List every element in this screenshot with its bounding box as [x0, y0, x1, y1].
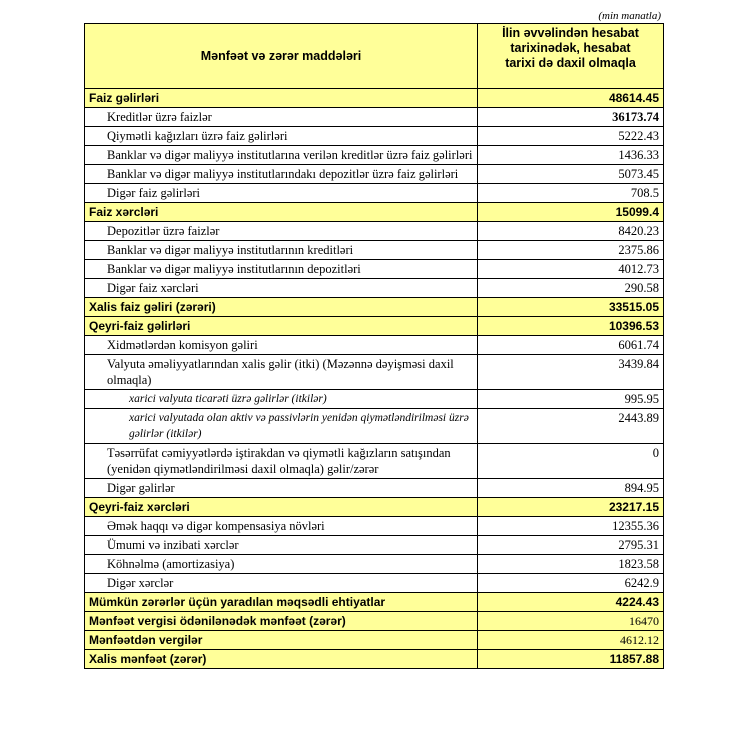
row-value: 3439.84 [478, 355, 664, 390]
row-value: 5222.43 [478, 127, 664, 146]
row-label: Qiymətli kağızları üzrə faiz gəlirləri [85, 127, 478, 146]
column-header-period [478, 24, 664, 89]
row-value: 5073.45 [478, 165, 664, 184]
table-row [85, 536, 664, 555]
table-row [85, 612, 664, 631]
row-value: 4612.12 [478, 631, 664, 650]
row-value: 15099.4 [478, 203, 664, 222]
row-label: Mənfəətdən vergilər [85, 631, 478, 650]
table-row [85, 479, 664, 498]
row-value: 1436.33 [478, 146, 664, 165]
row-value: 8420.23 [478, 222, 664, 241]
table-row [85, 108, 664, 127]
table-row [85, 89, 664, 108]
row-label: xarici valyuta ticarəti üzrə gəlirlər (itkilər) [85, 390, 478, 409]
row-label: xarici valyutada olan aktiv və passivlərin yenidən qiymətləndirilməsi üzrə gəlirlər (itkilər) [85, 409, 478, 444]
row-label: Köhnəlmə (amortizasiya) [85, 555, 478, 574]
row-label: Valyuta əməliyyatlarından xalis gəlir (itki) (Məzənnə dəyişməsi daxil olmaqla) [85, 355, 478, 390]
table-row [85, 279, 664, 298]
row-label: Banklar və digər maliyyə institutlarına verilən kreditlər üzrə faiz gəlirləri [85, 146, 478, 165]
row-label: Banklar və digər maliyyə institutlarındakı depozitlər üzrə faiz gəlirləri [85, 165, 478, 184]
row-label: Digər faiz xərcləri [85, 279, 478, 298]
row-value: 16470 [478, 612, 664, 631]
table-row [85, 317, 664, 336]
row-value: 12355.36 [478, 517, 664, 536]
table-row [85, 498, 664, 517]
table-row [85, 631, 664, 650]
table-row [85, 650, 664, 669]
row-label: Xalis faiz gəliri (zərəri) [85, 298, 478, 317]
row-value: 2443.89 [478, 409, 664, 444]
row-value: 4012.73 [478, 260, 664, 279]
row-value: 995.95 [478, 390, 664, 409]
table-row [85, 517, 664, 536]
table-row [85, 593, 664, 612]
row-label: Ümumi və inzibati xərclər [85, 536, 478, 555]
row-value: 10396.53 [478, 317, 664, 336]
row-value: 48614.45 [478, 89, 664, 108]
table-row [85, 444, 664, 479]
row-value: 6242.9 [478, 574, 664, 593]
row-label: Digər faiz gəlirləri [85, 184, 478, 203]
row-label: Faiz gəlirləri [85, 89, 478, 108]
row-label: Qeyri-faiz gəlirləri [85, 317, 478, 336]
table-row [85, 574, 664, 593]
period-line-3: tarixi də daxil olmaqla [505, 56, 636, 70]
table-row [85, 241, 664, 260]
table-row [85, 127, 664, 146]
table-header-row [85, 24, 664, 89]
row-value: 1823.58 [478, 555, 664, 574]
row-label: Digər xərclər [85, 574, 478, 593]
table-row [85, 336, 664, 355]
table-row [85, 260, 664, 279]
income-statement-table [84, 23, 664, 669]
table-row [85, 203, 664, 222]
table-row [85, 298, 664, 317]
table-row [85, 355, 664, 390]
period-line-2: tarixinədək, hesabat [510, 41, 631, 55]
table-row [85, 409, 664, 444]
row-label: Xidmətlərdən komisyon gəliri [85, 336, 478, 355]
row-label: Digər gəlirlər [85, 479, 478, 498]
row-value: 708.5 [478, 184, 664, 203]
row-label: Xalis mənfəət (zərər) [85, 650, 478, 669]
row-value: 290.58 [478, 279, 664, 298]
unit-note: (min manatla) [598, 10, 661, 22]
row-label: Mənfəət vergisi ödənilənədək mənfəət (zərər) [85, 612, 478, 631]
row-label: Qeyri-faiz xərcləri [85, 498, 478, 517]
table-row [85, 390, 664, 409]
row-label: Depozitlər üzrə faizlər [85, 222, 478, 241]
row-value: 4224.43 [478, 593, 664, 612]
table-row [85, 165, 664, 184]
row-label: Təsərrüfat cəmiyyətlərdə iştirakdan və qiymətli kağızların satışından (yenidən qiymətləndirilməsi daxil olmaqla) gəlir/zərər [85, 444, 478, 479]
table-row [85, 146, 664, 165]
column-header-items: Mənfəət və zərər maddələri [85, 24, 478, 89]
row-value: 23217.15 [478, 498, 664, 517]
row-value: 2375.86 [478, 241, 664, 260]
row-value: 36173.74 [478, 108, 664, 127]
row-label: Banklar və digər maliyyə institutlarının kreditləri [85, 241, 478, 260]
row-value: 11857.88 [478, 650, 664, 669]
row-value: 6061.74 [478, 336, 664, 355]
row-value: 33515.05 [478, 298, 664, 317]
row-value: 894.95 [478, 479, 664, 498]
row-value: 2795.31 [478, 536, 664, 555]
row-label: Kreditlər üzrə faizlər [85, 108, 478, 127]
row-label: Faiz xərcləri [85, 203, 478, 222]
row-value: 0 [478, 444, 664, 479]
row-label: Əmək haqqı və digər kompensasiya növləri [85, 517, 478, 536]
table-row [85, 184, 664, 203]
row-label: Mümkün zərərlər üçün yaradılan məqsədli ehtiyatlar [85, 593, 478, 612]
period-line-1: İlin əvvəlindən hesabat [502, 26, 639, 40]
row-label: Banklar və digər maliyyə institutlarının depozitləri [85, 260, 478, 279]
table-row [85, 555, 664, 574]
table-row [85, 222, 664, 241]
